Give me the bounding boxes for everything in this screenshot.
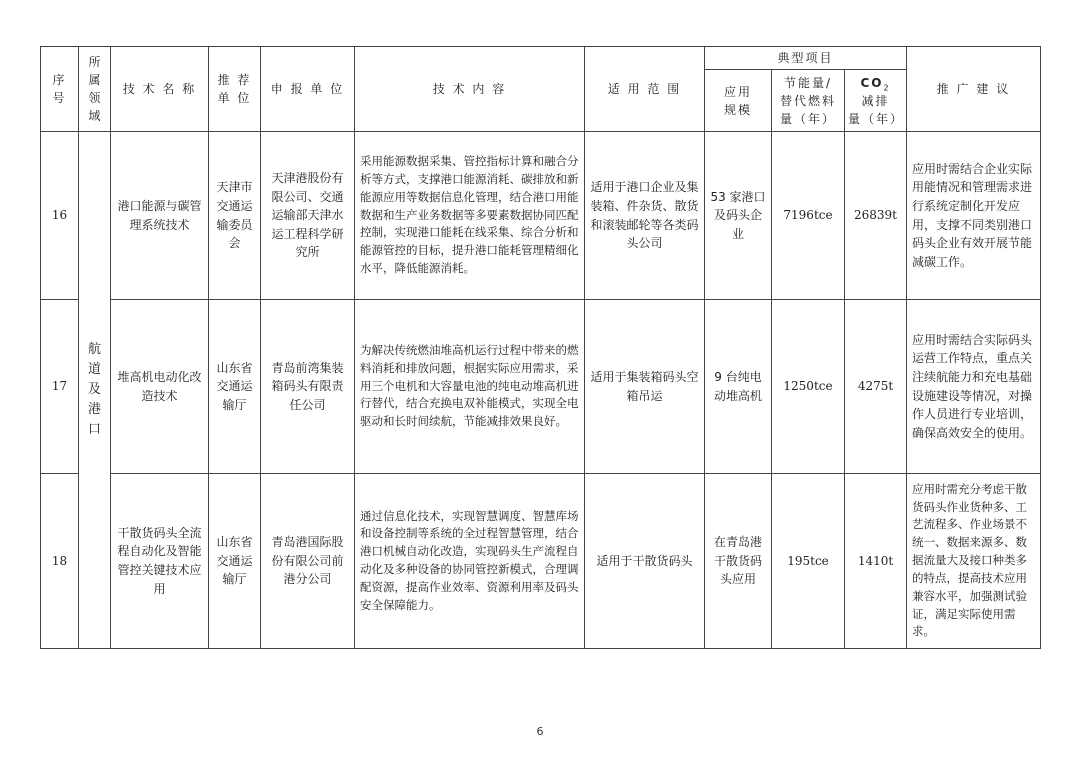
row-domain: 航 道 及 港 口 — [79, 132, 111, 649]
row-suggestion: 应用时需充分考虑干散货码头作业货种多、工艺流程多、作业场景不统一、数据来源多、数据流量大及接口种类多的特点，提高技术应用兼容水平，加强测试验证，满足实际使用需求。 — [907, 474, 1041, 649]
header-typical-project: 典型项目 — [705, 47, 907, 70]
row-tech-name: 港口能源与碳管理系统技术 — [111, 132, 209, 300]
header-co2-label: CO — [860, 75, 884, 90]
row-scope: 适用于干散货码头 — [585, 474, 705, 649]
header-tech-name: 技 术 名 称 — [111, 47, 209, 132]
row-app-scale: 9 台纯电动堆高机 — [705, 300, 772, 474]
header-domain: 所 属 领 域 — [79, 47, 111, 132]
header-suggestion: 推 广 建 议 — [907, 47, 1041, 132]
row-co2-reduction: 26839t — [845, 132, 907, 300]
row-seq: 17 — [41, 300, 79, 474]
row-applicant: 青岛港国际股份有限公司前港分公司 — [261, 474, 355, 649]
row-scope: 适用于集装箱码头空箱吊运 — [585, 300, 705, 474]
row-suggestion: 应用时需结合实际码头运营工作特点，重点关注续航能力和充电基础设施建设等情况，对操作人员进行专业培训，确保高效安全的使用。 — [907, 300, 1041, 474]
header-co2-reduction — [845, 70, 907, 132]
header-tech-content: 技 术 内 容 — [355, 47, 585, 132]
row-energy-saving: 7196tce — [772, 132, 845, 300]
row-co2-reduction: 4275t — [845, 300, 907, 474]
row-app-scale: 在青岛港干散货码头应用 — [705, 474, 772, 649]
row-tech-content: 采用能源数据采集、管控指标计算和融合分析等方式，支撑港口能源消耗、碳排放和新能源应用等数据信息化管理，结合港口用能数据和生产业务数据等多要素数据协同匹配控制，实现港口能耗在线采集、综合分析和能源管控的目标，提升港口能耗管理精细化水平，降低能源消耗。 — [355, 132, 585, 300]
row-app-scale: 53 家港口及码头企业 — [705, 132, 772, 300]
row-suggestion: 应用时需结合企业实际用能情况和管理需求进行系统定制化开发应用，支撑不同类别港口码头企业有效开展节能减碳工作。 — [907, 132, 1041, 300]
table-row — [41, 300, 1041, 474]
header-energy-saving: 节能量/ 替代燃料 量（年） — [772, 70, 845, 132]
row-seq: 16 — [41, 132, 79, 300]
header-app-scale: 应用 规模 — [705, 70, 772, 132]
header-co2-subscript: 2 — [883, 82, 891, 92]
header-applicant: 申 报 单 位 — [261, 47, 355, 132]
table-row — [41, 474, 1041, 649]
row-tech-content: 通过信息化技术，实现智慧调度、智慧库场和设备控制等系统的全过程智慧管理，结合港口机械自动化改造，实现码头生产流程自动化及多种设备的协同管控新模式，合理调配资源，提高作业效率、资源利用率及码头安全保障能力。 — [355, 474, 585, 649]
row-energy-saving: 1250tce — [772, 300, 845, 474]
table-row — [41, 132, 1041, 300]
row-scope: 适用于港口企业及集装箱、件杂货、散货和滚装邮轮等各类码头公司 — [585, 132, 705, 300]
row-recommender: 天津市交通运输委员会 — [209, 132, 261, 300]
header-row-1 — [41, 47, 1041, 70]
header-co2-rest: 减排 量（年） — [848, 93, 905, 126]
header-recommender: 推 荐 单 位 — [209, 47, 261, 132]
row-seq: 18 — [41, 474, 79, 649]
technology-catalog-table — [40, 46, 1041, 649]
row-applicant: 天津港股份有限公司、交通运输部天津水运工程科学研究所 — [261, 132, 355, 300]
page-number: 6 — [536, 725, 544, 738]
row-tech-name: 干散货码头全流程自动化及智能管控关键技术应用 — [111, 474, 209, 649]
row-tech-content: 为解决传统燃油堆高机运行过程中带来的燃料消耗和排放问题，根据实际应用需求，采用三个电机和大容量电池的纯电动堆高机进行替代，结合充换电双补能模式，实现全电驱动和长时间续航，节能减排效果良好。 — [355, 300, 585, 474]
row-recommender: 山东省交通运输厅 — [209, 300, 261, 474]
header-scope: 适 用 范 围 — [585, 47, 705, 132]
row-co2-reduction: 1410t — [845, 474, 907, 649]
header-seq: 序 号 — [41, 47, 79, 132]
row-recommender: 山东省交通运输厅 — [209, 474, 261, 649]
row-energy-saving: 195tce — [772, 474, 845, 649]
row-tech-name: 堆高机电动化改造技术 — [111, 300, 209, 474]
row-applicant: 青岛前湾集装箱码头有限责任公司 — [261, 300, 355, 474]
